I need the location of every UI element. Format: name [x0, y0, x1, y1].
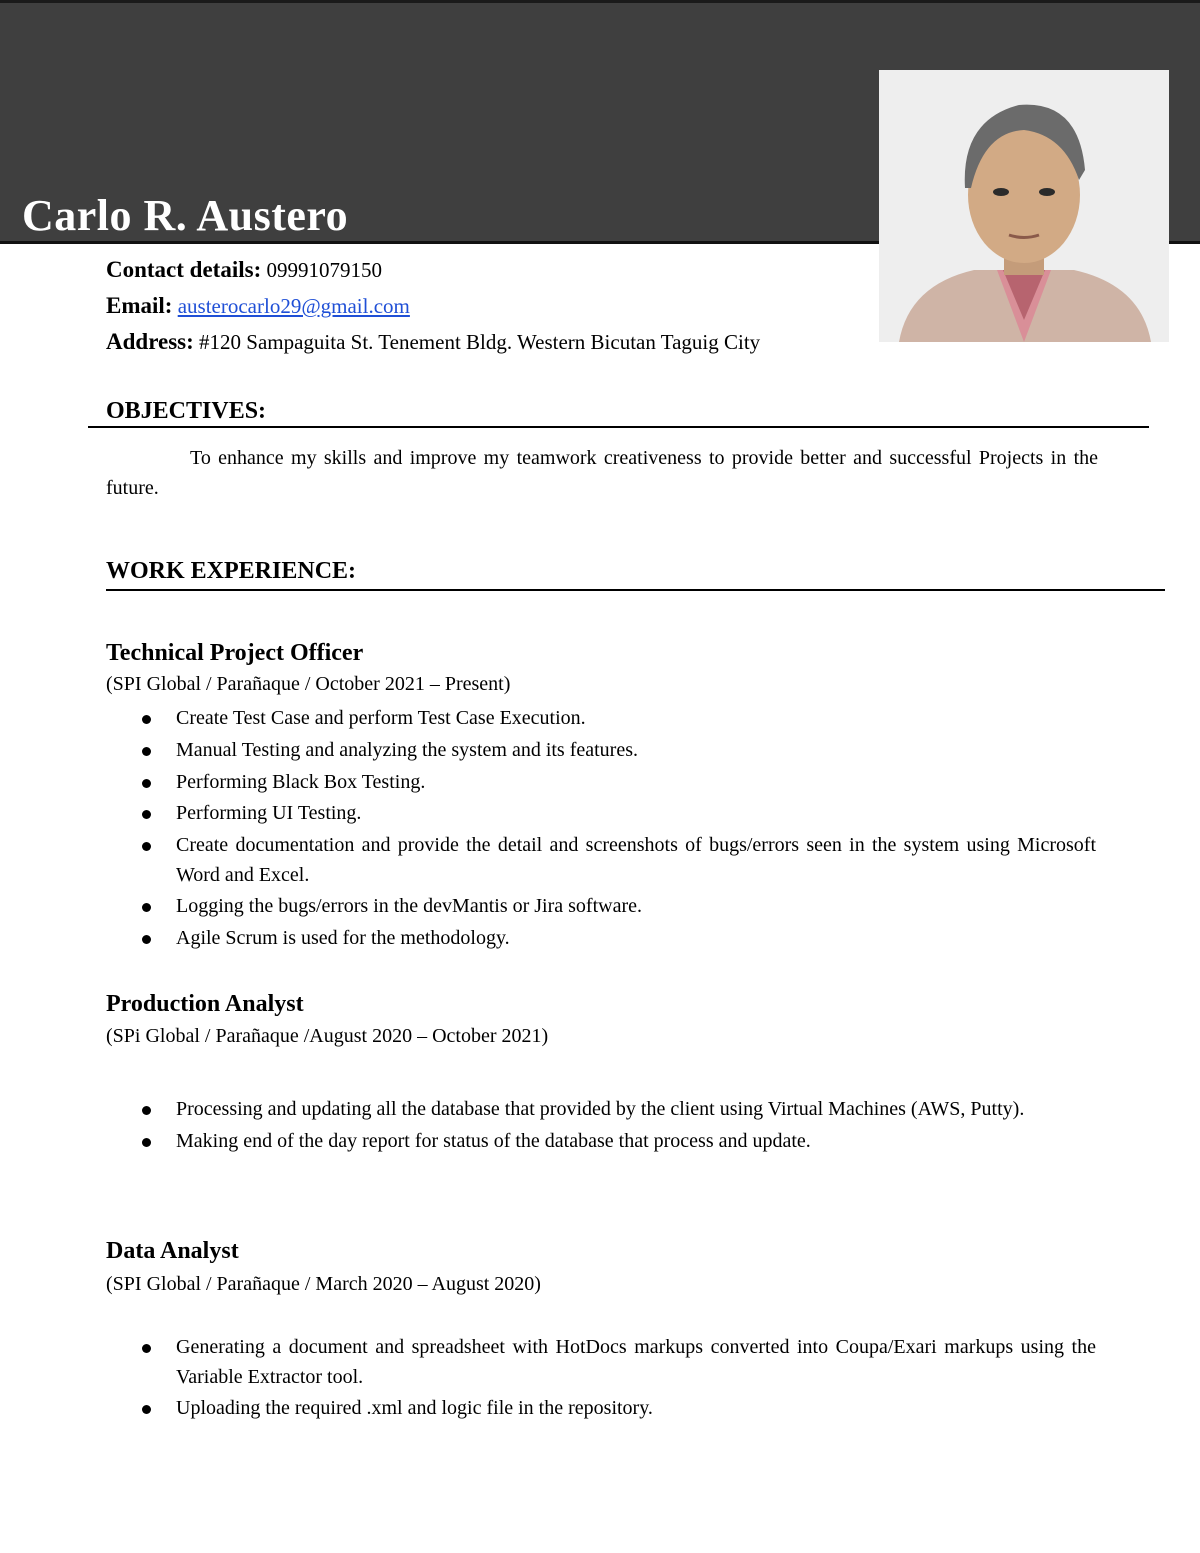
work-experience-title: WORK EXPERIENCE: [106, 558, 357, 584]
list-item: Logging the bugs/errors in the devMantis or Jira software. [106, 892, 1096, 922]
phone-value: 09991079150 [266, 258, 382, 282]
job-details: (SPi Global / Parañaque /August 2020 – October 2021) [106, 1025, 549, 1047]
list-item: Generating a document and spreadsheet with HotDocs markups converted into Coupa/Exari markups using the Variable Extractor tool. [106, 1333, 1096, 1392]
contact-address-row [106, 324, 760, 360]
objectives-rule [88, 426, 1149, 428]
list-item: Performing UI Testing. [106, 799, 1096, 829]
email-link[interactable]: austerocarlo29@gmail.com [177, 294, 410, 318]
job-details: (SPI Global / Parañaque / October 2021 – Present) [106, 673, 511, 695]
job-details: (SPI Global / Parañaque / March 2020 – August 2020) [106, 1273, 541, 1295]
work-experience-rule [106, 589, 1165, 591]
job-bullets [106, 1095, 1096, 1159]
list-item: Making end of the day report for status of the database that process and update. [106, 1127, 1096, 1157]
job-title: Production Analyst [106, 991, 304, 1017]
objectives-text: To enhance my skills and improve my teamwork creativeness to provide better and successful Projects in the future. [106, 447, 1098, 499]
address-label: Address: [106, 329, 194, 354]
job-bullets [106, 704, 1096, 956]
job-title: Data Analyst [106, 1238, 239, 1264]
list-item: Performing Black Box Testing. [106, 768, 1096, 798]
list-item: Processing and updating all the database that provided by the client using Virtual Machines (AWS, Putty). [106, 1095, 1096, 1125]
list-item: Create Test Case and perform Test Case Execution. [106, 704, 1096, 734]
job-title: Technical Project Officer [106, 640, 364, 666]
phone-label: Contact details: [106, 257, 262, 282]
list-item: Agile Scrum is used for the methodology. [106, 924, 1096, 954]
candidate-name: Carlo R. Austero [22, 191, 349, 240]
list-item: Create documentation and provide the detail and screenshots of bugs/errors seen in the system using Microsoft Word and Excel. [106, 831, 1096, 890]
email-label: Email: [106, 293, 173, 318]
job-bullets [106, 1333, 1096, 1426]
contact-block [106, 252, 760, 360]
contact-phone-row [106, 252, 760, 288]
list-item: Uploading the required .xml and logic file in the repository. [106, 1394, 1096, 1424]
list-item: Manual Testing and analyzing the system and its features. [106, 736, 1096, 766]
contact-email-row [106, 288, 760, 324]
address-value: #120 Sampaguita St. Tenement Bldg. Western Bicutan Taguig City [199, 330, 761, 354]
profile-photo [879, 70, 1169, 342]
objectives-title: OBJECTIVES: [106, 398, 267, 424]
profile-photo-illustration [879, 70, 1169, 342]
